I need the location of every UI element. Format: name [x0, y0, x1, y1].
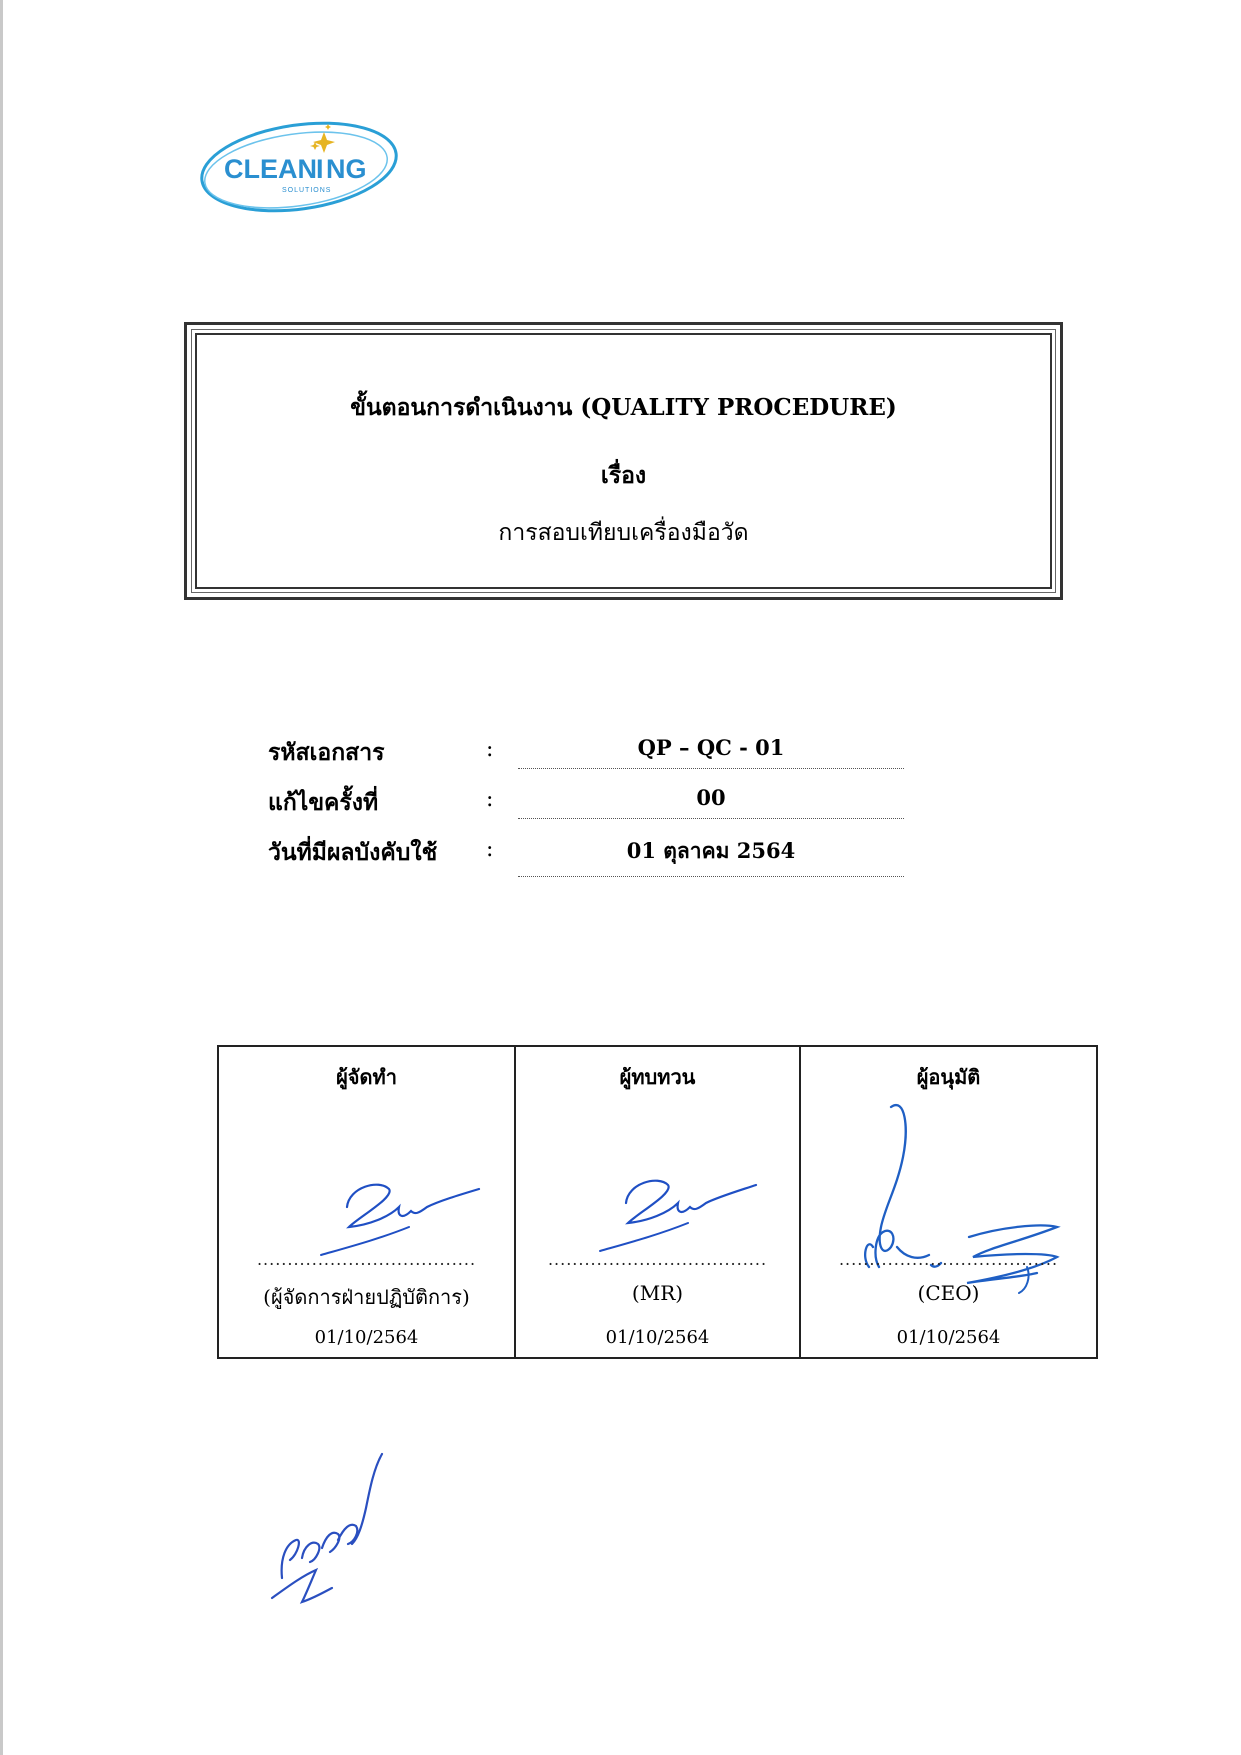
approved-by-header: ผู้อนุมัติ [916, 1065, 981, 1089]
signature-line: .................................... [547, 1250, 768, 1269]
company-logo [196, 112, 406, 217]
approval-table [217, 1045, 1098, 1359]
info-row-revision [268, 785, 908, 835]
colon: : [486, 837, 494, 862]
colon: : [486, 787, 494, 812]
document-code-label: รหัสเอกสาร [268, 739, 385, 766]
reviewer-signature [596, 1165, 766, 1255]
document-code-value: QP – QC - 01 [518, 735, 904, 769]
effective-date-value: 01 ตุลาคม 2564 [518, 835, 904, 877]
svg-text:CLEAN: CLEAN [224, 154, 317, 184]
svg-text:I: I [316, 154, 324, 184]
approval-cell-reviewed-by [514, 1047, 799, 1357]
approver-role: (CEO) [917, 1281, 980, 1305]
revision-value: 00 [518, 785, 904, 819]
handwritten-initials [262, 1448, 402, 1608]
subject-title: การสอบเทียบเครื่องมือวัด [498, 520, 749, 546]
signature-line: .................................... [256, 1250, 477, 1269]
preparer-date: 01/10/2564 [314, 1327, 419, 1348]
cleaning-logo-graphic [196, 112, 406, 217]
title-frame [184, 322, 1063, 600]
document-type-title: ขั้นตอนการดำเนินงาน (QUALITY PROCEDURE) [350, 394, 897, 421]
subject-label: เรื่อง [600, 462, 647, 489]
page-edge [0, 0, 3, 1755]
preparer-role: (ผู้จัดการฝ่ายปฏิบัติการ) [263, 1285, 470, 1309]
approval-cell-approved-by [799, 1047, 1096, 1357]
approval-cell-prepared-by [219, 1047, 514, 1357]
info-row-document-code [268, 735, 908, 785]
svg-text:SOLUTIONS: SOLUTIONS [282, 187, 332, 194]
reviewer-date: 01/10/2564 [605, 1327, 710, 1348]
preparer-signature [319, 1167, 489, 1257]
document-info [268, 735, 908, 885]
colon: : [486, 737, 494, 762]
reviewed-by-header: ผู้ทบทวน [619, 1065, 696, 1089]
info-row-effective-date [268, 835, 908, 885]
svg-text:NG: NG [326, 154, 367, 184]
reviewer-role: (MR) [631, 1281, 684, 1305]
effective-date-label: วันที่มีผลบังคับใช้ [268, 839, 438, 866]
revision-label: แก้ไขครั้งที่ [268, 789, 379, 816]
prepared-by-header: ผู้จัดทำ [336, 1065, 397, 1089]
signature-line: .................................... [838, 1250, 1059, 1269]
approver-date: 01/10/2564 [896, 1327, 1001, 1348]
